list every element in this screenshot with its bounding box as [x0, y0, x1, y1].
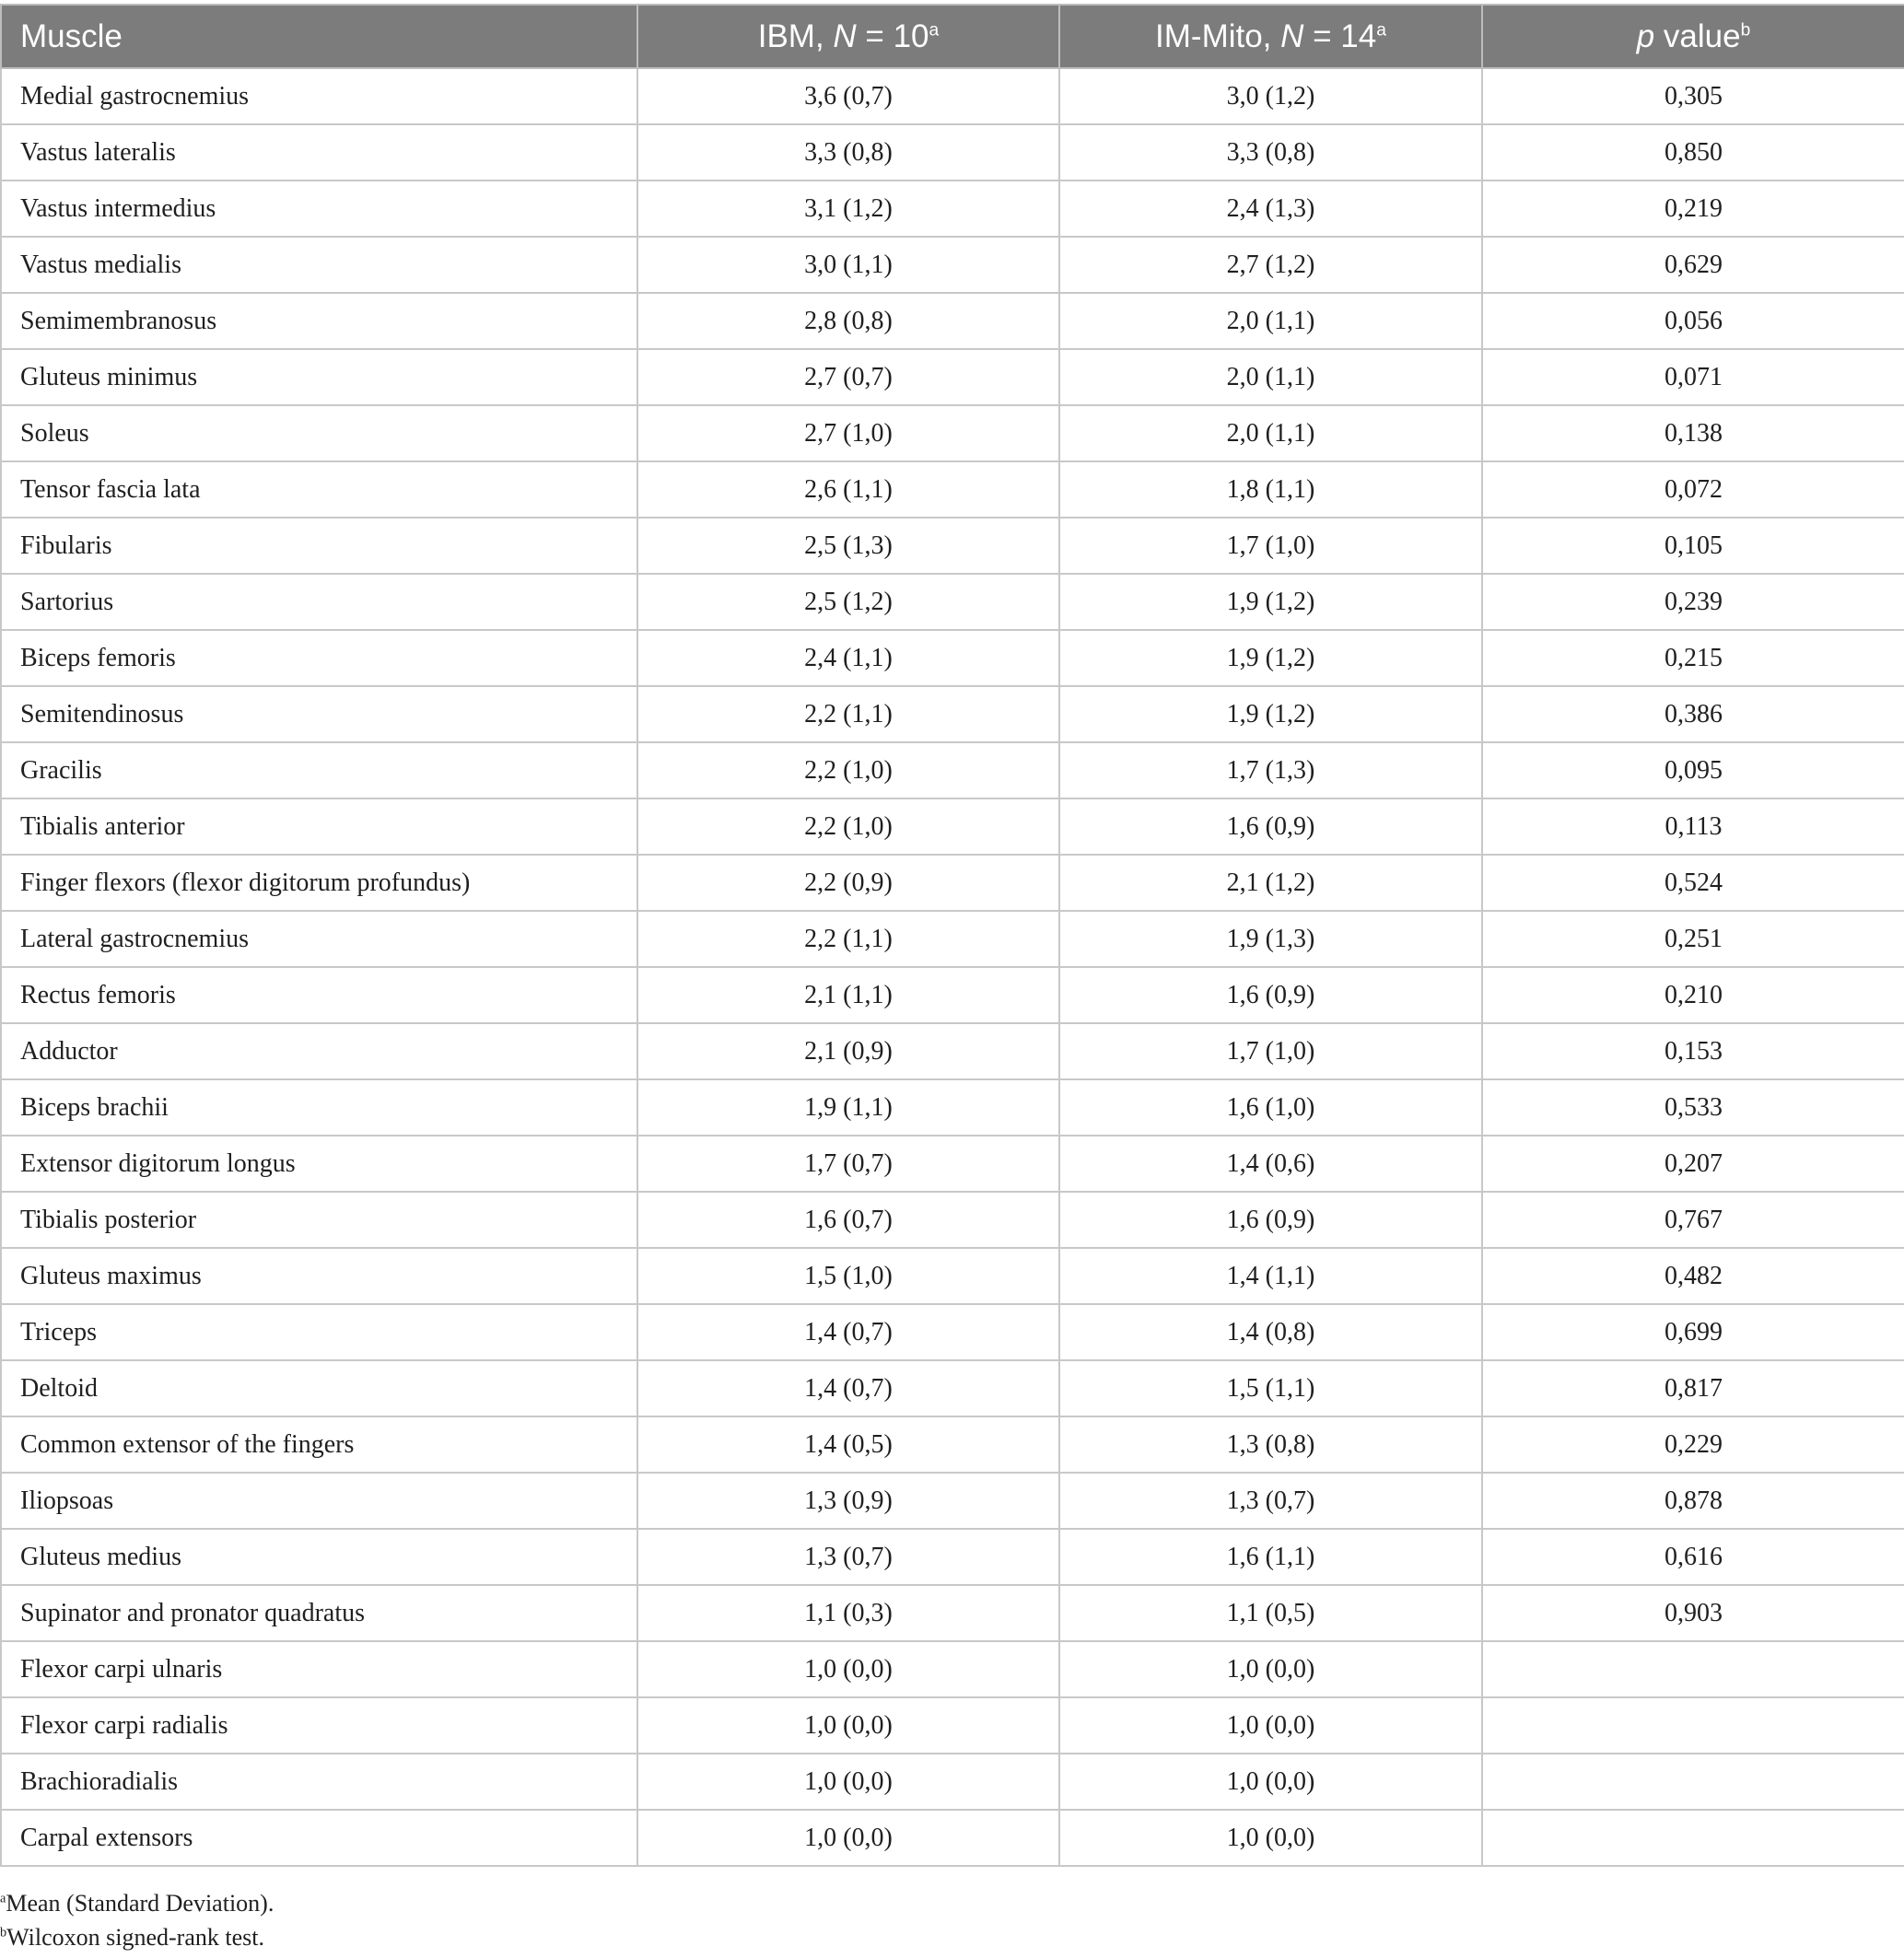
cell-p-value: 0,482 [1482, 1248, 1904, 1304]
cell-p-value: 0,903 [1482, 1585, 1904, 1641]
cell-ibm: 1,0 (0,0) [637, 1810, 1059, 1866]
cell-ibm: 2,2 (1,0) [637, 798, 1059, 855]
cell-muscle: Deltoid [1, 1360, 637, 1416]
cell-im-mito: 1,7 (1,3) [1059, 742, 1482, 798]
cell-p-value: 0,138 [1482, 405, 1904, 461]
table-row [1, 1304, 1904, 1360]
cell-muscle: Biceps femoris [1, 630, 637, 686]
footnote-a-mark: a [0, 1891, 6, 1906]
header-ibm-count: = 10 [856, 17, 929, 54]
table-row [1, 1754, 1904, 1810]
cell-ibm: 2,2 (1,1) [637, 911, 1059, 967]
cell-im-mito: 2,1 (1,2) [1059, 855, 1482, 911]
cell-p-value: 0,767 [1482, 1192, 1904, 1248]
cell-p-value: 0,210 [1482, 967, 1904, 1023]
cell-muscle: Flexor carpi radialis [1, 1697, 637, 1754]
header-p-footnote-mark: b [1740, 19, 1751, 40]
cell-p-value: 0,113 [1482, 798, 1904, 855]
table-body [1, 68, 1904, 1866]
cell-ibm: 1,5 (1,0) [637, 1248, 1059, 1304]
table-row [1, 237, 1904, 293]
table-row [1, 518, 1904, 574]
header-mito-footnote-mark: a [1376, 19, 1386, 40]
header-ibm-n: N [833, 17, 857, 54]
table-row [1, 1192, 1904, 1248]
header-muscle-label: Muscle [20, 17, 123, 54]
cell-muscle: Lateral gastrocnemius [1, 911, 637, 967]
cell-muscle: Fibularis [1, 518, 637, 574]
footnote-b-text: Wilcoxon signed-rank test. [6, 1924, 264, 1951]
cell-ibm: 3,0 (1,1) [637, 237, 1059, 293]
cell-muscle: Tibialis anterior [1, 798, 637, 855]
cell-p-value: 0,071 [1482, 349, 1904, 405]
table-row [1, 1136, 1904, 1192]
table-row [1, 1079, 1904, 1136]
cell-muscle: Adductor [1, 1023, 637, 1079]
cell-muscle: Tibialis posterior [1, 1192, 637, 1248]
cell-muscle: Vastus intermedius [1, 181, 637, 237]
cell-im-mito: 2,4 (1,3) [1059, 181, 1482, 237]
cell-im-mito: 1,4 (0,6) [1059, 1136, 1482, 1192]
cell-im-mito: 1,0 (0,0) [1059, 1641, 1482, 1697]
header-p-italic: p [1636, 17, 1655, 54]
cell-ibm: 2,1 (0,9) [637, 1023, 1059, 1079]
cell-im-mito: 1,9 (1,3) [1059, 911, 1482, 967]
header-mito-count: = 14 [1303, 17, 1377, 54]
cell-ibm: 2,6 (1,1) [637, 461, 1059, 518]
cell-im-mito: 1,8 (1,1) [1059, 461, 1482, 518]
cell-muscle: Gluteus maximus [1, 1248, 637, 1304]
header-ibm [637, 5, 1059, 68]
cell-p-value: 0,072 [1482, 461, 1904, 518]
table-row [1, 1529, 1904, 1585]
cell-muscle: Sartorius [1, 574, 637, 630]
cell-im-mito: 1,3 (0,7) [1059, 1473, 1482, 1529]
cell-muscle: Vastus medialis [1, 237, 637, 293]
cell-muscle: Iliopsoas [1, 1473, 637, 1529]
footnote-a-text: Mean (Standard Deviation). [6, 1890, 275, 1917]
cell-ibm: 1,0 (0,0) [637, 1697, 1059, 1754]
table-row [1, 68, 1904, 124]
cell-im-mito: 1,0 (0,0) [1059, 1810, 1482, 1866]
table-row [1, 967, 1904, 1023]
cell-ibm: 1,3 (0,7) [637, 1529, 1059, 1585]
cell-im-mito: 2,0 (1,1) [1059, 293, 1482, 349]
table-row [1, 124, 1904, 181]
cell-im-mito: 3,3 (0,8) [1059, 124, 1482, 181]
cell-muscle: Vastus lateralis [1, 124, 637, 181]
cell-im-mito: 1,9 (1,2) [1059, 574, 1482, 630]
cell-ibm: 2,7 (0,7) [637, 349, 1059, 405]
cell-ibm: 3,3 (0,8) [637, 124, 1059, 181]
cell-p-value: 0,219 [1482, 181, 1904, 237]
cell-muscle: Tensor fascia lata [1, 461, 637, 518]
table-row [1, 1697, 1904, 1754]
cell-p-value: 0,105 [1482, 518, 1904, 574]
cell-p-value: 0,850 [1482, 124, 1904, 181]
cell-muscle: Soleus [1, 405, 637, 461]
table-row [1, 293, 1904, 349]
table-row [1, 349, 1904, 405]
cell-p-value: 0,095 [1482, 742, 1904, 798]
table-row [1, 1360, 1904, 1416]
table-row [1, 1023, 1904, 1079]
cell-ibm: 1,4 (0,7) [637, 1360, 1059, 1416]
cell-muscle: Extensor digitorum longus [1, 1136, 637, 1192]
cell-p-value: 0,386 [1482, 686, 1904, 742]
cell-muscle: Triceps [1, 1304, 637, 1360]
cell-im-mito: 1,6 (0,9) [1059, 967, 1482, 1023]
table-row [1, 1473, 1904, 1529]
cell-ibm: 1,9 (1,1) [637, 1079, 1059, 1136]
table-header-row [1, 5, 1904, 68]
cell-im-mito: 1,6 (0,9) [1059, 1192, 1482, 1248]
cell-ibm: 2,5 (1,2) [637, 574, 1059, 630]
table-row [1, 798, 1904, 855]
header-im-mito [1059, 5, 1482, 68]
cell-p-value: 0,305 [1482, 68, 1904, 124]
table-row [1, 630, 1904, 686]
cell-p-value: 0,056 [1482, 293, 1904, 349]
cell-ibm: 2,2 (0,9) [637, 855, 1059, 911]
cell-ibm: 1,6 (0,7) [637, 1192, 1059, 1248]
cell-im-mito: 1,7 (1,0) [1059, 1023, 1482, 1079]
cell-p-value [1482, 1641, 1904, 1697]
cell-muscle: Medial gastrocnemius [1, 68, 637, 124]
cell-ibm: 2,4 (1,1) [637, 630, 1059, 686]
cell-muscle: Supinator and pronator quadratus [1, 1585, 637, 1641]
cell-p-value: 0,239 [1482, 574, 1904, 630]
table-row [1, 1416, 1904, 1473]
header-ibm-footnote-mark: a [929, 19, 940, 40]
cell-im-mito: 1,9 (1,2) [1059, 686, 1482, 742]
cell-muscle: Semimembranosus [1, 293, 637, 349]
cell-p-value: 0,616 [1482, 1529, 1904, 1585]
cell-ibm: 1,1 (0,3) [637, 1585, 1059, 1641]
cell-im-mito: 1,0 (0,0) [1059, 1754, 1482, 1810]
cell-im-mito: 1,9 (1,2) [1059, 630, 1482, 686]
cell-muscle: Semitendinosus [1, 686, 637, 742]
cell-ibm: 2,5 (1,3) [637, 518, 1059, 574]
cell-ibm: 1,0 (0,0) [637, 1754, 1059, 1810]
header-mito-label: IM-Mito, [1155, 17, 1281, 54]
cell-im-mito: 1,6 (1,0) [1059, 1079, 1482, 1136]
table-row [1, 1641, 1904, 1697]
cell-muscle: Gracilis [1, 742, 637, 798]
cell-ibm: 3,6 (0,7) [637, 68, 1059, 124]
table-row [1, 405, 1904, 461]
table-row [1, 686, 1904, 742]
cell-p-value: 0,153 [1482, 1023, 1904, 1079]
table-row [1, 574, 1904, 630]
header-p-label: value [1654, 17, 1741, 54]
cell-muscle: Flexor carpi ulnaris [1, 1641, 637, 1697]
header-p-value [1482, 5, 1904, 68]
footnote-b-mark: b [0, 1925, 7, 1941]
cell-ibm: 1,4 (0,7) [637, 1304, 1059, 1360]
cell-p-value: 0,817 [1482, 1360, 1904, 1416]
cell-muscle: Gluteus minimus [1, 349, 637, 405]
cell-im-mito: 1,4 (0,8) [1059, 1304, 1482, 1360]
cell-muscle: Gluteus medius [1, 1529, 637, 1585]
cell-ibm: 3,1 (1,2) [637, 181, 1059, 237]
cell-muscle: Finger flexors (flexor digitorum profundus) [1, 855, 637, 911]
cell-p-value: 0,215 [1482, 630, 1904, 686]
cell-muscle: Brachioradialis [1, 1754, 637, 1810]
cell-im-mito: 1,5 (1,1) [1059, 1360, 1482, 1416]
cell-p-value: 0,878 [1482, 1473, 1904, 1529]
cell-p-value: 0,699 [1482, 1304, 1904, 1360]
table-row [1, 1585, 1904, 1641]
table-row [1, 1810, 1904, 1866]
header-ibm-label: IBM, [757, 17, 834, 54]
table-row [1, 181, 1904, 237]
cell-muscle: Common extensor of the fingers [1, 1416, 637, 1473]
cell-im-mito: 2,0 (1,1) [1059, 405, 1482, 461]
cell-im-mito: 1,6 (1,1) [1059, 1529, 1482, 1585]
header-mito-n: N [1280, 17, 1304, 54]
table-row [1, 461, 1904, 518]
table-row [1, 855, 1904, 911]
cell-p-value: 0,629 [1482, 237, 1904, 293]
cell-muscle: Rectus femoris [1, 967, 637, 1023]
cell-muscle: Biceps brachii [1, 1079, 637, 1136]
footnote-a [0, 1890, 1904, 1917]
cell-im-mito: 1,0 (0,0) [1059, 1697, 1482, 1754]
cell-im-mito: 1,6 (0,9) [1059, 798, 1482, 855]
cell-p-value: 0,533 [1482, 1079, 1904, 1136]
cell-ibm: 2,7 (1,0) [637, 405, 1059, 461]
cell-p-value [1482, 1810, 1904, 1866]
cell-ibm: 1,0 (0,0) [637, 1641, 1059, 1697]
cell-p-value [1482, 1754, 1904, 1810]
cell-im-mito: 2,7 (1,2) [1059, 237, 1482, 293]
cell-ibm: 2,8 (0,8) [637, 293, 1059, 349]
cell-p-value: 0,207 [1482, 1136, 1904, 1192]
cell-ibm: 1,7 (0,7) [637, 1136, 1059, 1192]
cell-muscle: Carpal extensors [1, 1810, 637, 1866]
cell-im-mito: 1,1 (0,5) [1059, 1585, 1482, 1641]
footnote-b [0, 1924, 1904, 1952]
cell-im-mito: 2,0 (1,1) [1059, 349, 1482, 405]
cell-ibm: 1,4 (0,5) [637, 1416, 1059, 1473]
cell-im-mito: 1,7 (1,0) [1059, 518, 1482, 574]
cell-im-mito: 1,4 (1,1) [1059, 1248, 1482, 1304]
table-row [1, 1248, 1904, 1304]
cell-ibm: 1,3 (0,9) [637, 1473, 1059, 1529]
cell-im-mito: 3,0 (1,2) [1059, 68, 1482, 124]
cell-p-value: 0,229 [1482, 1416, 1904, 1473]
cell-ibm: 2,1 (1,1) [637, 967, 1059, 1023]
table-row [1, 742, 1904, 798]
cell-im-mito: 1,3 (0,8) [1059, 1416, 1482, 1473]
cell-p-value: 0,524 [1482, 855, 1904, 911]
cell-ibm: 2,2 (1,0) [637, 742, 1059, 798]
cell-p-value [1482, 1697, 1904, 1754]
results-table [0, 4, 1904, 1867]
table-row [1, 911, 1904, 967]
cell-p-value: 0,251 [1482, 911, 1904, 967]
cell-ibm: 2,2 (1,1) [637, 686, 1059, 742]
header-muscle [1, 5, 637, 68]
